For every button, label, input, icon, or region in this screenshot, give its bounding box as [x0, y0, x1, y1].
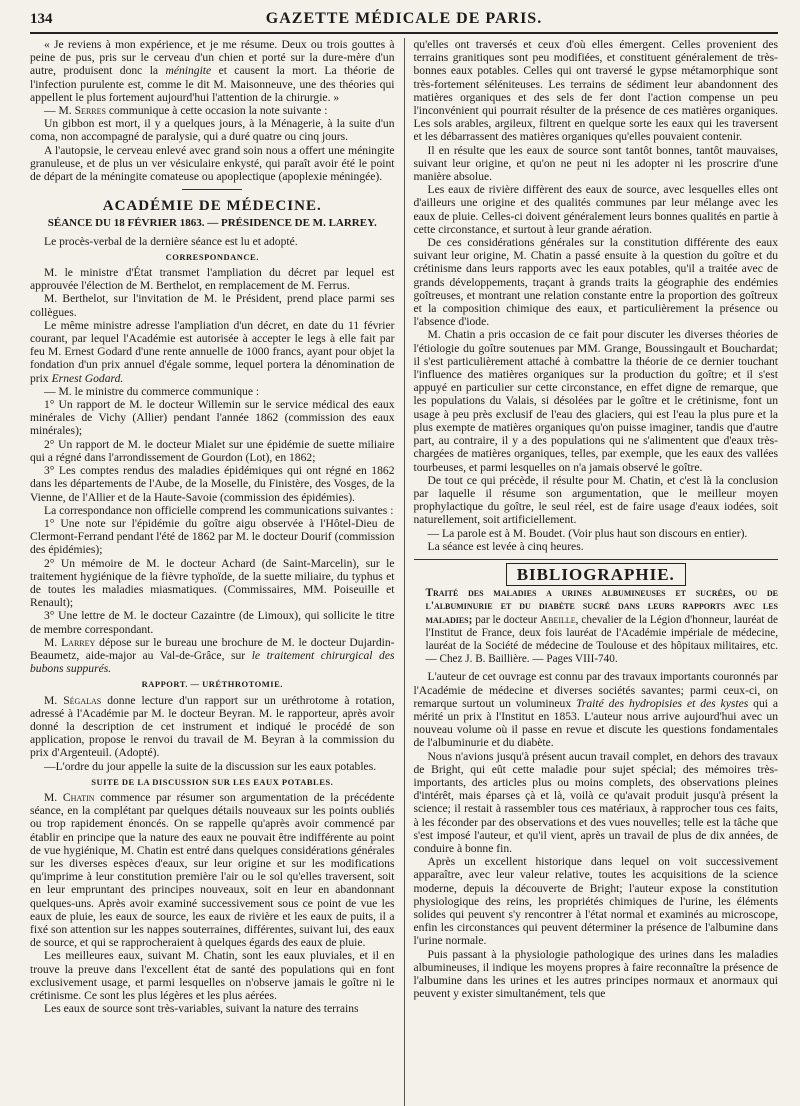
left-column — [30, 38, 404, 1106]
subheading-eaux-potables: SUITE DE LA DISCUSSION SUR LES EAUX POTABLES. — [91, 776, 334, 787]
separator-rule — [182, 189, 242, 190]
paragraph: —L'ordre du jour appelle la suite de la discussion sur les eaux potables. — [44, 759, 377, 773]
paragraph: Les eaux de rivière diffèrent des eaux de source, avec lesquelles elles ont d'ailleurs une origine et des qualités communes par leur mélange avec les eaux de pluie. Celles-ci doivent généralement leurs bonnes qualités en partie à cette circonstance, et surtout à leur grande aération. — [413, 183, 778, 236]
paragraph: 3° Les comptes rendus des maladies épidémiques qui ont régné en 1862 dans les départements de l'Aube, de la Moselle, du Finistère, des Vosges, de la Vienne, de l'Allier et de la Haute-Savoie (commission des épidémies). — [30, 464, 395, 504]
paragraph: La séance est levée à cinq heures. — [427, 539, 584, 553]
section-title-academie: ACADÉMIE DE MÉDECINE. — [102, 198, 322, 215]
paragraph: « Je reviens à mon expérience, et je me résume. Deux ou trois gouttes à peine de pus, pris sur le cerveau d'un chien et porté sur la dure-mère d'un autre, produisent donc la méningite et causent la mort. La théorie de l'infection purulente est, comme le dit M. Maisonneuve, une des théories qui appellent le plus fortement aujourd'hui l'attention de la chirurgie. » — [30, 38, 395, 104]
subheading-rapport: RAPPORT. — URÉTHROTOMIE. — [141, 679, 283, 690]
paragraph: 1° Un rapport de M. le docteur Willemin sur le service médical des eaux minérales de Vichy (Allier) pendant l'année 1862 (commission des eaux minérales); — [30, 398, 395, 438]
paragraph: Les eaux de source sont très-variables, suivant la nature des terrains — [44, 1002, 359, 1016]
paragraph: — La parole est à M. Boudet. (Voir plus haut son discours en entier). — [427, 526, 748, 540]
paragraph: Les meilleures eaux, suivant M. Chatin, sont les eaux pluviales, et il en trouve la preuve dans l'excellent état de santé des populations qui en font exclusivement usage, et parmi lesquelles on n'observe jamais le goître ni le crétinisme. Ce sont les plus légères et les plus aérées. — [30, 949, 395, 1003]
paragraph: M. Chatin a pris occasion de ce fait pour discuter les diverses théories de l'étiologie du goître soutenues par MM. Grange, Boussingault et Bouchardat; il s'est particulièrement attaché à combattre la théorie de ce dernier touchant l'influence des matières organiques sur la production du goître; et il s'est appuyé en particulier sur cette circonstance, en effet digne de remarque, que les populations du Valais, si désolées par le goître et le crétinisme, font un usage à peu près exclusif de l'eau des glaciers, qui est l'eau la plus pure et la plus exempte de matières organiques qu'on puisse imaginer, tandis que d'autre part, au contraire, il y a des populations qui ne s'alimentent que d'eaux très-chargées de matières organiques, telles, par exemple, que les eaux des vallées tourbeuses, et parmi lesquelles on n'a jamais observé le goître. — [413, 328, 778, 474]
paragraph: 2° Un rapport de M. le docteur Mialet sur une épidémie de suette miliaire qui a régné dans l'arrondissement de Gourdon (Lot), en 1862; — [30, 437, 395, 464]
paragraph: M. Larrey dépose sur le bureau une brochure de M. le docteur Dujardin-Beaumetz, aide-major au Val-de-Grâce, sur le traitement chirurgical des bubons suppurés. — [30, 635, 395, 676]
right-column — [404, 38, 779, 1106]
paragraph: M. Berthelot, sur l'invitation de M. le Président, prend place parmi ses collègues. — [30, 292, 395, 319]
paragraph: Nous n'avions jusqu'à présent aucun travail complet, en dehors des travaux de Bright, qui eût cette maladie pour sujet spécial; des mémoires très-importants, des articles plus ou moins complets, des observations pleines d'intérêt, mais éparses çà et là, voilà ce qu'avait produit jusqu'à présent la science; il restait à rassembler tous ces matériaux, à rapprocher tous ces faits, à les féconder par des observations et des vues nouvelles; telle est la tâche que s'est imposé l'auteur, et qu'il vient, après un travail de plus de dix années, de conduire à bonne fin. — [413, 749, 778, 855]
paragraph: De tout ce qui précède, il résulte pour M. Chatin, et c'est là la conclusion par laquelle il résume son argumentation, que le meilleur moyen prophylactique du goître, le seul réel, est de faire usage d'eaux iodées, soit naturellement, soit artificiellement. — [413, 473, 778, 527]
paragraph: — M. Serres communique à cette occasion la note suivante : — [44, 104, 328, 118]
paragraph: M. Ségalas donne lecture d'un rapport sur un uréthrotome à rotation, adressé à l'Académie par M. le docteur Beyran. M. le rapporteur, après avoir donné la description de cet instrument et indiqué le procédé de son application, propose le renvoi du travail de M. Beyran à la commission du prix d'Argenteuil. (Adopté). — [30, 693, 395, 760]
paragraph: 1° Une note sur l'épidémie du goître aigu observée à l'Hôtel-Dieu de Clermont-Ferrand pendant l'été de 1862 par M. le docteur Dourif (commission des épidémies); — [30, 516, 395, 557]
journal-title: GAZETTE MÉDICALE DE PARIS. — [265, 10, 543, 27]
paragraph: Il en résulte que les eaux de source sont tantôt bonnes, tantôt mauvaises, suivant leur origine, et qu'on ne peut ni les adopter ni les proscrire d'une manière absolue. — [413, 143, 778, 184]
paragraph: Après un excellent historique dans lequel on voit successivement apparaître, avec leur valeur relative, toutes les acquisitions de la science moderne, depuis la découverte de Bright; l'auteur expose la constitution physiologique des reins, les propriétés chimiques de l'urine, les éléments solides qui peuvent s'y rencontrer à l'état normal et examinés au microscope, enfin les circonstances qui peuvent déterminer la présence de l'albumine dans l'urine normale. — [413, 855, 778, 948]
subheading-correspondance: CORRESPONDANCE. — [165, 251, 259, 262]
bibliography-entry: Traité des maladies a urines albumineuses et sucrées, ou de l'albuminurie et du diabète sucré dans leurs rapports avec les maladies; par le docteur Abeille, chevalier de la Légion d'honneur, lauréat de l'Institut de France, deux fois lauréat de l'Académie impériale de médecine, lauréat de la Société de médecine de Toulouse et des hôpitaux militaires, etc. — Chez J. B. Baillière. — Pages VIII-740. — [425, 587, 778, 666]
paragraph: 2° Un mémoire de M. le docteur Achard (de Saint-Marcelin), sur le traitement hygiénique de la fièvre typhoïde, de la suette miliaire, du typhus et de toutes les maladies miasmatiques. (Commissaires, MM. Poiseuille et Renault); — [30, 556, 395, 610]
paragraph: 3° Une lettre de M. le docteur Cazaintre (de Limoux), qui sollicite le titre de membre correspondant. — [30, 609, 395, 636]
paragraph: La correspondance non officielle comprend les communications suivantes : — [44, 503, 394, 517]
section-title-bibliographie: BIBLIOGRAPHIE. — [414, 568, 779, 581]
paragraph: De ces considérations générales sur la constitution différente des eaux suivant leur origine, M. Chatin a passé ensuite à la question du goître et du crétinisme dans leurs rapports avec les eaux potables, qu'il a traitée avec de grands développements, traçant à grands traits la géographie des endémies goîtreuses, et montrant une relation constante entre la proportion des goîtreux et la composition chimique des eaux, et particulièrement la présence ou l'absence d'iode. — [413, 236, 778, 329]
paragraph: M. le ministre d'État transmet l'ampliation du décret par lequel est approuvée l'élection de M. Berthelot, en remplacement de M. Ferrus. — [30, 266, 395, 293]
paragraph: Le même ministre adresse l'ampliation d'un décret, en date du 11 février courant, par lequel l'Académie est autorisée à accepter le legs à elle fait par feu M. Ernest Godard d'une rente annuelle de 1000 francs, ayant pour objet la fondation d'un prix annuel d'égale somme, lequel portera la dénomination de prix Ernest Godard. — [30, 318, 395, 385]
paragraph: A l'autopsie, le cerveau enlevé avec grand soin nous a offert une méningite granuleuse, et de plus un ver vésiculaire enkysté, qui paraît avoir été le point de départ de la méningite comateuse ou apoplectique (apoplexie méningée). — [30, 143, 395, 184]
paragraph: L'auteur de cet ouvrage est connu par des travaux importants couronnés par l'Académie de médecine et diverses sociétés savantes; parmi ceux-ci, on remarque surtout un volumineux Traité des hydropisies et des kystes qui a mérité un prix à l'Institut en 1853. L'auteur nous arrive aujourd'hui avec un nouveau volume où il passe en revue et discute les questions fondamentales de l'albuminurie et du diabète. — [413, 670, 778, 750]
paragraph: M. Chatin commence par résumer son argumentation de la précédente séance, en la complétant par quelques détails nouveaux sur les points oubliés ou trop rapidement énoncés. On se rappelle qu'après avoir commencé par établir en principe que la nature des eaux ne pouvait être indifférente au point de vue hygiénique, M. Chatin est entré dans quelques considérations générales sur les diverses espèces d'eaux, sur leur origine et sur les modifications qu'imprime à leur constitution première l'air ou le sol qu'elles traversent, soit en leur empruntant des principes nouveaux, soit en leur en abandonnant quelques-uns. Après avoir examiné successivement sous ce point de vue les eaux de pluie, les eaux de source, les eaux de rivière et les eaux de puits, il a fixé son attention sur les nappes souterraines, différentes, suivant lui, des eaux de source, et qui se rapprocheraient à quelques égards des eaux de pluie. — [30, 790, 395, 950]
paragraph: Puis passant à la physiologie pathologique des urines dans les maladies albumineuses, il indique les moyens propres à faire reconnaître la présence de l'albumine dans les urines et les autres principes normaux et anormaux qui peuvent y exister simultanément, tels que — [413, 947, 778, 1001]
page-number: 134 — [30, 11, 53, 27]
separator-rule — [414, 559, 779, 560]
session-heading: SÉANCE DU 18 FÉVRIER 1863. — PRÉSIDENCE DE M. LARREY. — [47, 217, 377, 230]
paragraph: Le procès-verbal de la dernière séance est lu et adopté. — [44, 234, 298, 248]
page-header — [30, 10, 778, 34]
paragraph: — M. le ministre du commerce communique : — [44, 384, 260, 398]
paragraph: qu'elles ont traversés et ceux d'où elles émergent. Celles provenient des terrains granitiques sont peu modifiées, et constituent généralement de très-bonnes eaux potables. Celles qui ont traversé le gypse métamorphique sont très-fortement séléniteuses. Les terrains de sédiment leur abandonnent des matières organiques et des sels de fer dont l'action compense un peu l'inconvénient qui pourrait résulter de la présence de ces matières organiques. Les sols arables, argileux, filtrent en quelque sorte les eaux qui les traversent et les débarrassent des matières organiques qu'elles pouvaient contenir. — [413, 38, 778, 144]
two-columns — [30, 38, 778, 1106]
paragraph: Un gibbon est mort, il y a quelques jours, à la Ménagerie, à la suite d'un coma, non accompagné de paralysie, qui a duré quatre ou cinq jours. — [30, 117, 395, 144]
